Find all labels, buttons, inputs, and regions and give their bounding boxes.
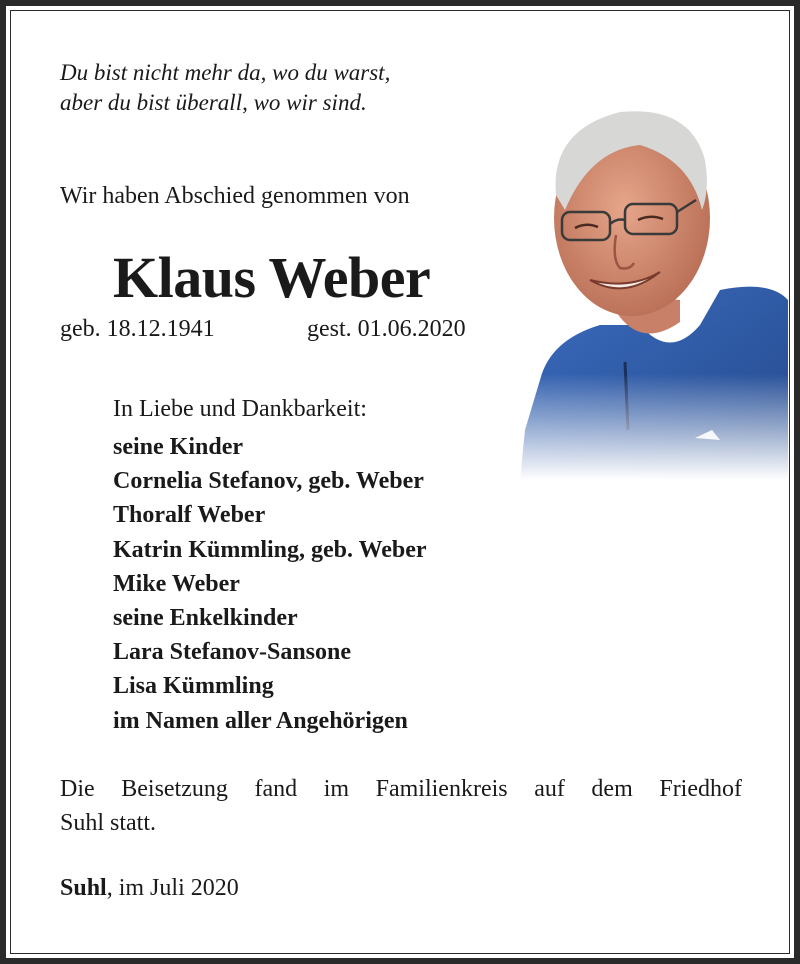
mourner-line: seine Kinder (113, 434, 243, 460)
memorial-quote (60, 58, 390, 118)
signature-date: , im Juli 2020 (106, 875, 239, 901)
deceased-name: Klaus Weber (113, 245, 431, 310)
mourner-line: im Namen aller Angehörigen (113, 707, 408, 734)
mourner-line: seine Enkelkinder (113, 605, 298, 632)
mourner-line: Lara Stefanov-Sansone (113, 639, 352, 666)
mourner-line: Cornelia Stefanov, geb. Weber (113, 468, 424, 495)
quote-line-1: Du bist nicht mehr da, wo du warst, (60, 60, 391, 85)
mourner-line: Katrin Kümmling, geb. Weber (113, 536, 427, 563)
quote-line-2: aber du bist überall, wo wir sind. (60, 90, 367, 115)
portrait-photo (520, 100, 788, 480)
burial-notice (60, 772, 742, 840)
burial-line-2: Suhl statt. (60, 810, 157, 836)
place-date-signature (60, 875, 239, 902)
life-dates (60, 316, 466, 343)
mourner-line: Lisa Kümmling (113, 673, 274, 700)
death-date: gest. 01.06.2020 (307, 316, 466, 342)
mourners-heading: In Liebe und Dankbarkeit: (113, 396, 367, 422)
signature-place: Suhl (60, 875, 107, 901)
mourner-line: Thoralf Weber (113, 502, 266, 529)
farewell-intro: Wir haben Abschied genommen von (60, 183, 410, 209)
birth-date: geb. 18.12.1941 (60, 316, 215, 342)
mourner-line: Mike Weber (113, 570, 240, 597)
mourners-list (113, 430, 427, 738)
burial-line-1: Die Beisetzung fand im Familienkreis auf dem Friedhof (60, 776, 742, 802)
